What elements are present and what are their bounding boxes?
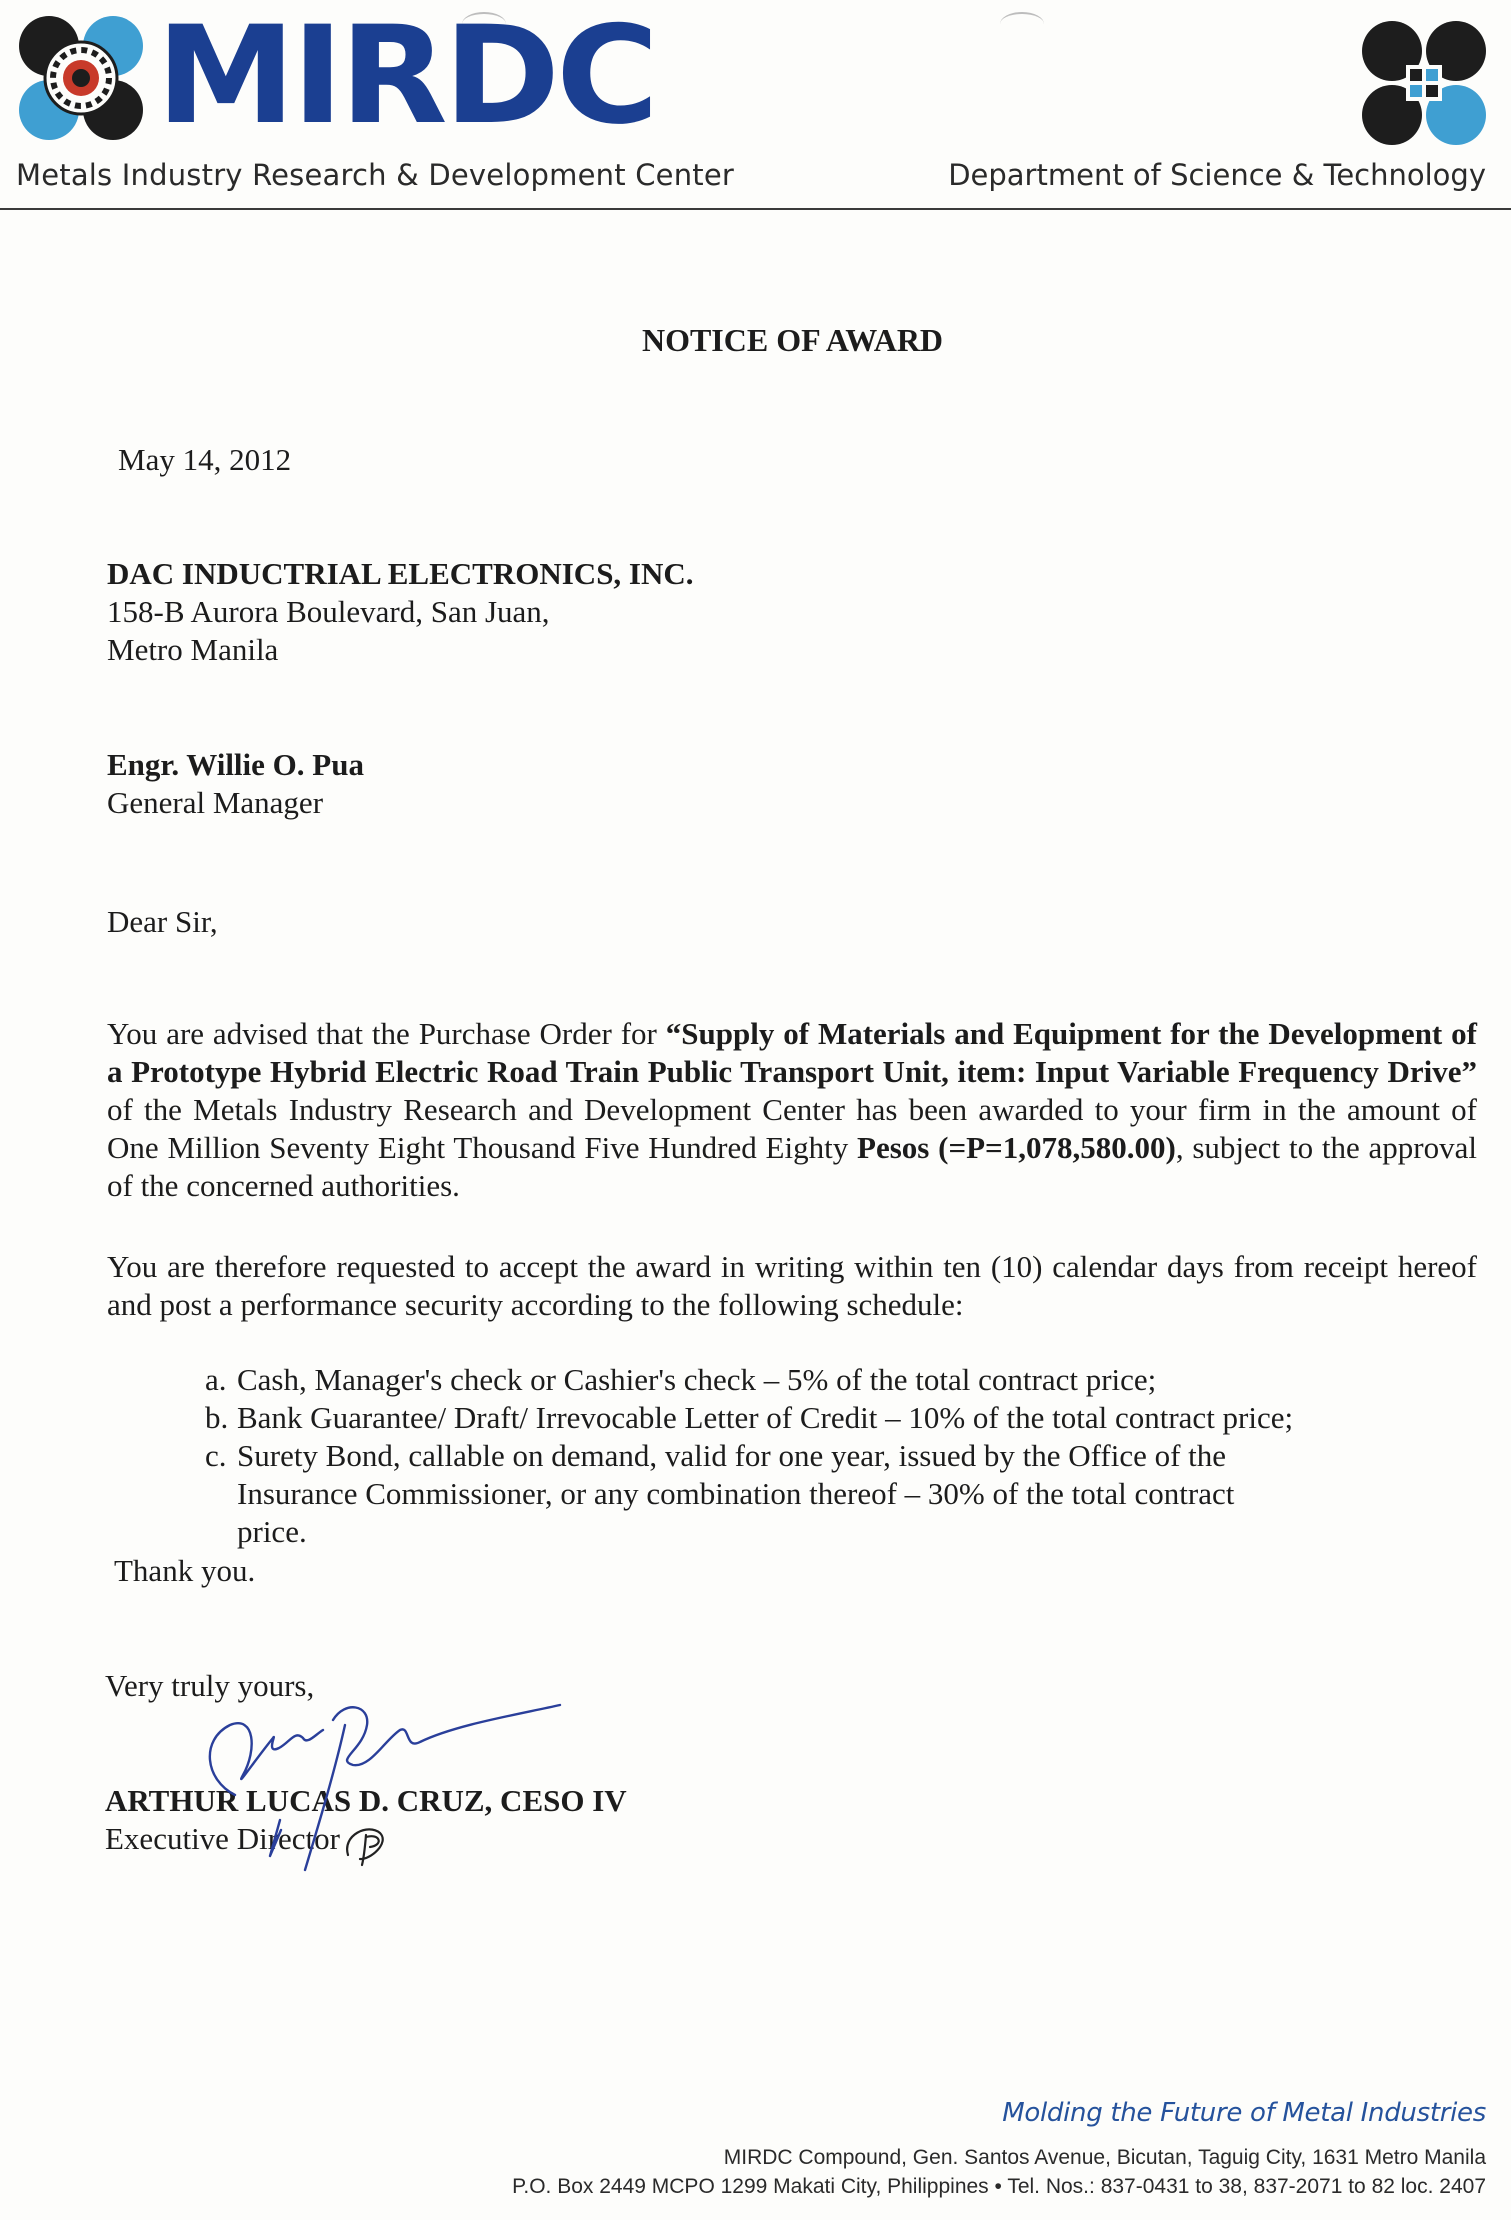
list-item-text: Bank Guarantee/ Draft/ Irrevocable Letter of Credit – 10% of the total contract price; bbox=[237, 1400, 1294, 1435]
initials-mark bbox=[340, 1815, 400, 1870]
header-divider bbox=[0, 208, 1511, 210]
list-marker: b. bbox=[205, 1400, 229, 1435]
punch-hole-mark bbox=[1000, 12, 1044, 36]
mirdc-wordmark: MIRDC bbox=[156, 0, 655, 154]
attention-title: General Manager bbox=[107, 785, 324, 820]
thank-you: Thank you. bbox=[114, 1553, 256, 1588]
dost-logo-icon bbox=[1360, 18, 1488, 148]
request-paragraph: You are therefore requested to accept the award in writing within ten (10) calendar days from receipt hereof and post a performance security according to the following schedule: bbox=[107, 1249, 1477, 1322]
signer-title: Executive Director bbox=[105, 1821, 340, 1856]
handwritten-signature bbox=[195, 1680, 585, 1930]
list-item bbox=[205, 1399, 1475, 1437]
paragraph-tail: , subject to the approval of the concerned authorities. bbox=[107, 1130, 1477, 1203]
list-marker: c. bbox=[205, 1438, 227, 1473]
notice-title: NOTICE OF AWARD bbox=[641, 322, 944, 358]
paragraph-middle: of the Metals Industry Research and Development Center has been awarded to your firm in the amount of One Million Seventy Eight Thousand Five Hundred Eighty bbox=[107, 1092, 1477, 1165]
attention-block bbox=[107, 746, 364, 822]
recipient-company: DAC INDUCTRIAL ELECTRONICS, INC. bbox=[107, 556, 694, 591]
mirdc-logo-icon bbox=[16, 14, 146, 142]
footer-tagline: Molding the Future of Metal Industries bbox=[1002, 2098, 1486, 2128]
signer-name: ARTHUR LUCAS D. CRUZ, CESO IV bbox=[105, 1783, 627, 1818]
recipient-block bbox=[107, 555, 694, 669]
project-title: “Supply of Materials and Equipment for the Development of a Prototype Hybrid Electric Road Train Public Transport Unit, item: Input Variable Frequency Drive” bbox=[107, 1016, 1477, 1089]
closing-line: Very truly yours, bbox=[105, 1668, 315, 1703]
list-marker: a. bbox=[205, 1362, 227, 1397]
list-item bbox=[205, 1437, 1475, 1551]
performance-security-schedule bbox=[205, 1361, 1475, 1551]
award-paragraph bbox=[107, 1015, 1477, 1205]
department-name: Department of Science & Technology bbox=[948, 158, 1486, 192]
salutation: Dear Sir, bbox=[107, 904, 218, 939]
recipient-address-line: 158-B Aurora Boulevard, San Juan, bbox=[107, 594, 550, 629]
award-amount: Pesos (=P=1,078,580.00) bbox=[857, 1130, 1176, 1165]
letter-date: May 14, 2012 bbox=[118, 442, 292, 477]
recipient-address-line: Metro Manila bbox=[107, 632, 279, 667]
footer-address-line: P.O. Box 2449 MCPO 1299 Makati City, Philippines • Tel. Nos.: 837-0431 to 38, 837-2071 to 82 loc. 2407 bbox=[512, 2175, 1486, 2198]
list-item-text: Cash, Manager's check or Cashier's check – 5% of the total contract price; bbox=[237, 1362, 1157, 1397]
list-item-text: Surety Bond, callable on demand, valid for one year, issued by the Office of the Insurance Commissioner, or any combination thereof – 30% of the total contract price. bbox=[237, 1438, 1235, 1549]
attention-name: Engr. Willie O. Pua bbox=[107, 747, 364, 782]
list-item bbox=[205, 1361, 1475, 1399]
organization-name: Metals Industry Research & Development Center bbox=[16, 158, 735, 192]
punch-hole-mark bbox=[462, 12, 506, 36]
footer-address-line: MIRDC Compound, Gen. Santos Avenue, Bicutan, Taguig City, 1631 Metro Manila bbox=[723, 2146, 1486, 2169]
paragraph-lead: You are advised that the Purchase Order for bbox=[107, 1016, 666, 1051]
